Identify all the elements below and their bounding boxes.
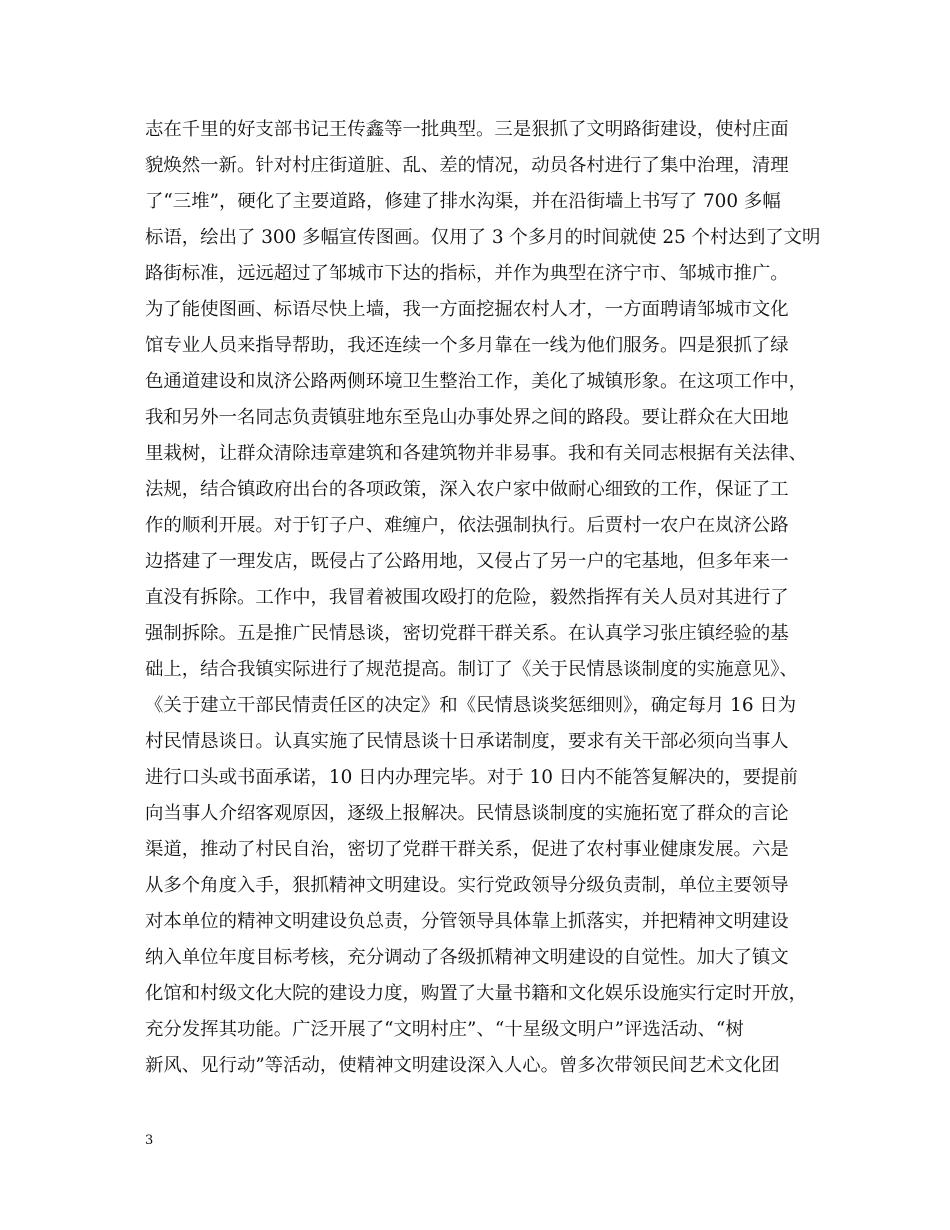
text-line: 《关于建立干部民情责任区的决定》和《民情恳谈奖惩细则》，确定每月 16 日为 — [145, 695, 797, 716]
text-line: 作的顺利开展。对于钉子户、难缠户，依法强制执行。后贾村一农户在岚济公路 — [145, 515, 789, 536]
text-line: 边搭建了一理发店，既侵占了公路用地，又侵占了另一户的宅基地，但多年来一 — [145, 551, 789, 572]
text-line: 化馆和村级文化大院的建设力度，购置了大量书籍和文化娱乐设施实行定时开放， — [145, 983, 808, 1004]
text-line: 对本单位的精神文明建设负总责，分管领导具体靠上抓落实，并把精神文明建设 — [145, 911, 789, 932]
text-line: 了“三堆”，硬化了主要道路，修建了排水沟渠，并在沿街墙上书写了 700 多幅 — [145, 191, 781, 212]
text-line: 色通道建设和岚济公路两侧环境卫生整治工作，美化了城镇形象。在这项工作中， — [145, 371, 808, 392]
text-line: 充分发挥其功能。广泛开展了“文明村庄”、“十星级文明户”评选活动、“树 — [145, 1019, 744, 1040]
text-line: 貌焕然一新。针对村庄街道脏、乱、差的情况，动员各村进行了集中治理，清理 — [145, 155, 789, 176]
text-line: 纳入单位年度目标考核，充分调动了各级抓精神文明建设的自觉性。加大了镇文 — [145, 947, 789, 968]
text-line: 里栽树，让群众清除违章建筑和各建筑物并非易事。我和有关同志根据有关法律、 — [145, 443, 808, 464]
page-number: 3 — [145, 1133, 154, 1148]
text-line: 我和另外一名同志负责镇驻地东至凫山办事处界之间的路段。要让群众在大田地 — [145, 407, 789, 428]
text-line: 路街标准，远远超过了邹城市下达的指标，并作为典型在济宁市、邹城市推广。 — [145, 263, 789, 284]
text-line: 村民情恳谈日。认真实施了民情恳谈十日承诺制度，要求有关干部必须向当事人 — [145, 731, 789, 752]
body-text — [145, 112, 821, 1084]
text-line: 从多个角度入手，狠抓精神文明建设。实行党政领导分级负责制，单位主要领导 — [145, 875, 789, 896]
text-line: 志在千里的好支部书记王传鑫等一批典型。三是狠抓了文明路街建设，使村庄面 — [145, 119, 789, 140]
text-line: 新风、见行动”等活动，使精神文明建设深入人心。曾多次带领民间艺术文化团 — [145, 1055, 780, 1076]
text-line: 础上，结合我镇实际进行了规范提高。制订了《关于民情恳谈制度的实施意见》、 — [145, 659, 798, 680]
text-line: 法规，结合镇政府出台的各项政策，深入农户家中做耐心细致的工作，保证了工 — [145, 479, 789, 500]
text-line: 馆专业人员来指导帮助，我还连续一个多月靠在一线为他们服务。四是狠抓了绿 — [145, 335, 789, 356]
text-line: 直没有拆除。工作中，我冒着被围攻殴打的危险，毅然指挥有关人员对其进行了 — [145, 587, 789, 608]
text-line: 渠道，推动了村民自治，密切了党群干群关系，促进了农村事业健康发展。六是 — [145, 839, 789, 860]
text-line: 向当事人介绍客观原因，逐级上报解决。民情恳谈制度的实施拓宽了群众的言论 — [145, 803, 789, 824]
text-line: 强制拆除。五是推广民情恳谈，密切党群干群关系。在认真学习张庄镇经验的基 — [145, 623, 789, 644]
text-line: 标语，绘出了 300 多幅宣传图画。仅用了 3 个多月的时间就使 25 个村达到了文明 — [145, 227, 821, 248]
text-line: 为了能使图画、标语尽快上墙，我一方面挖掘农村人才，一方面聘请邹城市文化 — [145, 299, 789, 320]
text-line: 进行口头或书面承诺，10 日内办理完毕。对于 10 日内不能答复解决的，要提前 — [145, 767, 798, 788]
